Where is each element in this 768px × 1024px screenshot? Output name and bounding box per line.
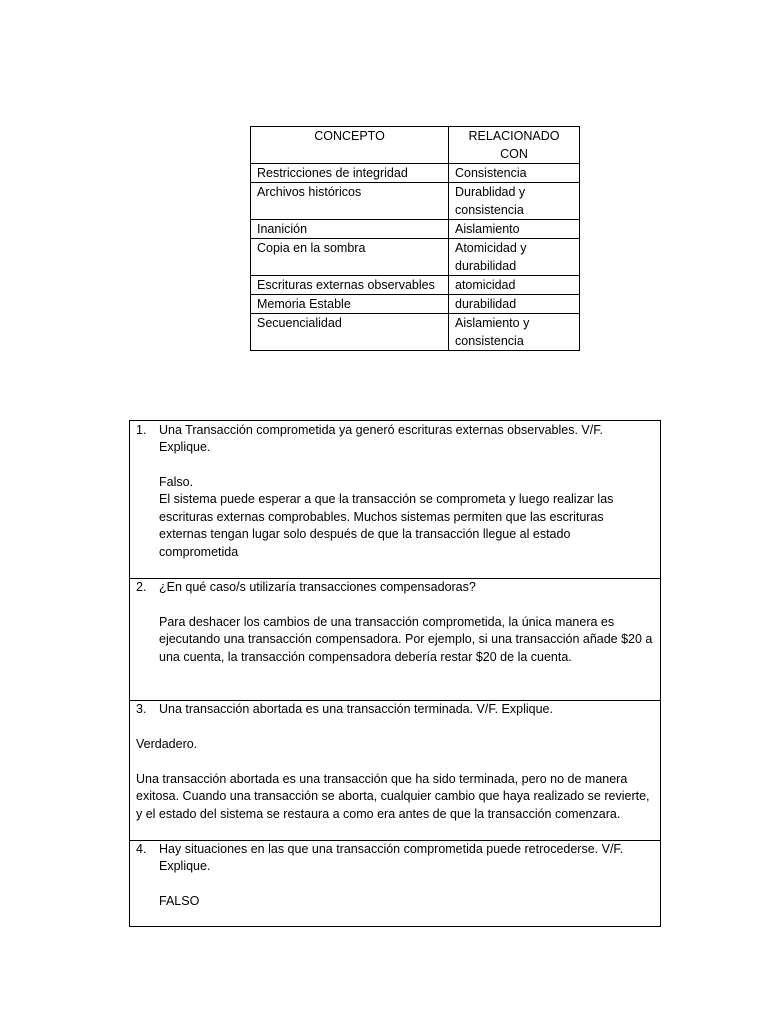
question-number: 4. <box>136 842 147 856</box>
related-cell: Consistencia <box>449 164 580 183</box>
related-cell: Atomicidad y durabilidad <box>449 239 580 276</box>
question-text: Hay situaciones en las que una transacción comprometida puede retrocederse. V/F. <box>159 842 624 856</box>
answer-text: y el estado del sistema se restaura a como era antes de que la transacción comenzara. <box>136 807 621 821</box>
question-4 <box>130 840 660 926</box>
answer-text: El sistema puede esperar a que la transacción se comprometa y luego realizar las <box>159 492 614 506</box>
question-text: Una transacción abortada es una transacción terminada. V/F. Explique. <box>159 702 553 716</box>
table-header-row <box>251 127 580 164</box>
question-3 <box>130 700 660 840</box>
answer-text: externas tengan lugar solo después de que la transacción llegue al estado <box>159 527 571 541</box>
answer-text: Falso. <box>159 475 194 489</box>
question-number: 2. <box>136 580 147 594</box>
answer-text: FALSO <box>159 894 200 908</box>
question-text: ¿En qué caso/s utilizaría transacciones compensadoras? <box>159 580 476 594</box>
table-row <box>251 276 580 295</box>
question-1 <box>130 421 660 578</box>
related-cell: atomicidad <box>449 276 580 295</box>
header-concepto: CONCEPTO <box>251 127 449 164</box>
answer-text: ejecutando una transacción compensadora. Por ejemplo, si una transacción añade $20 a <box>159 632 653 646</box>
table-row <box>251 183 580 220</box>
header-relacionado-con: RELACIONADO CON <box>449 127 580 164</box>
related-cell: Durablidad y consistencia <box>449 183 580 220</box>
question-number: 1. <box>136 423 147 437</box>
questions-box <box>129 420 661 927</box>
table-row <box>251 295 580 314</box>
concept-cell: Archivos históricos <box>251 183 449 220</box>
related-cell: durabilidad <box>449 295 580 314</box>
answer-text: comprometida <box>159 545 239 559</box>
concept-cell: Inanición <box>251 220 449 239</box>
answer-text: escrituras externas comprobables. Muchos sistemas permiten que las escrituras <box>159 510 604 524</box>
answer-text: Para deshacer los cambios de una transacción comprometida, la única manera es <box>159 615 615 629</box>
question-2 <box>130 578 660 700</box>
answer-text: una cuenta, la transacción compensadora debería restar $20 de la cuenta. <box>159 650 572 664</box>
related-cell: Aislamiento y consistencia <box>449 314 580 351</box>
question-text: Una Transacción comprometida ya generó escrituras externas observables. V/F. <box>159 423 603 437</box>
answer-text: Una transacción abortada es una transacción que ha sido terminada, pero no de manera <box>136 772 628 786</box>
concept-cell: Memoria Estable <box>251 295 449 314</box>
concept-cell: Escrituras externas observables <box>251 276 449 295</box>
concept-cell: Secuencialidad <box>251 314 449 351</box>
table-row <box>251 314 580 351</box>
related-cell: Aislamiento <box>449 220 580 239</box>
concept-cell: Copia en la sombra <box>251 239 449 276</box>
table-row <box>251 220 580 239</box>
question-text: Explique. <box>159 859 211 873</box>
concepts-table <box>250 126 580 351</box>
table-row <box>251 164 580 183</box>
question-number: 3. <box>136 702 147 716</box>
table-row <box>251 239 580 276</box>
question-text: Explique. <box>159 440 211 454</box>
answer-text: Verdadero. <box>136 737 198 751</box>
answer-text: exitosa. Cuando una transacción se aborta, cualquier cambio que haya realizado se revierte, <box>136 789 650 803</box>
concept-cell: Restricciones de integridad <box>251 164 449 183</box>
